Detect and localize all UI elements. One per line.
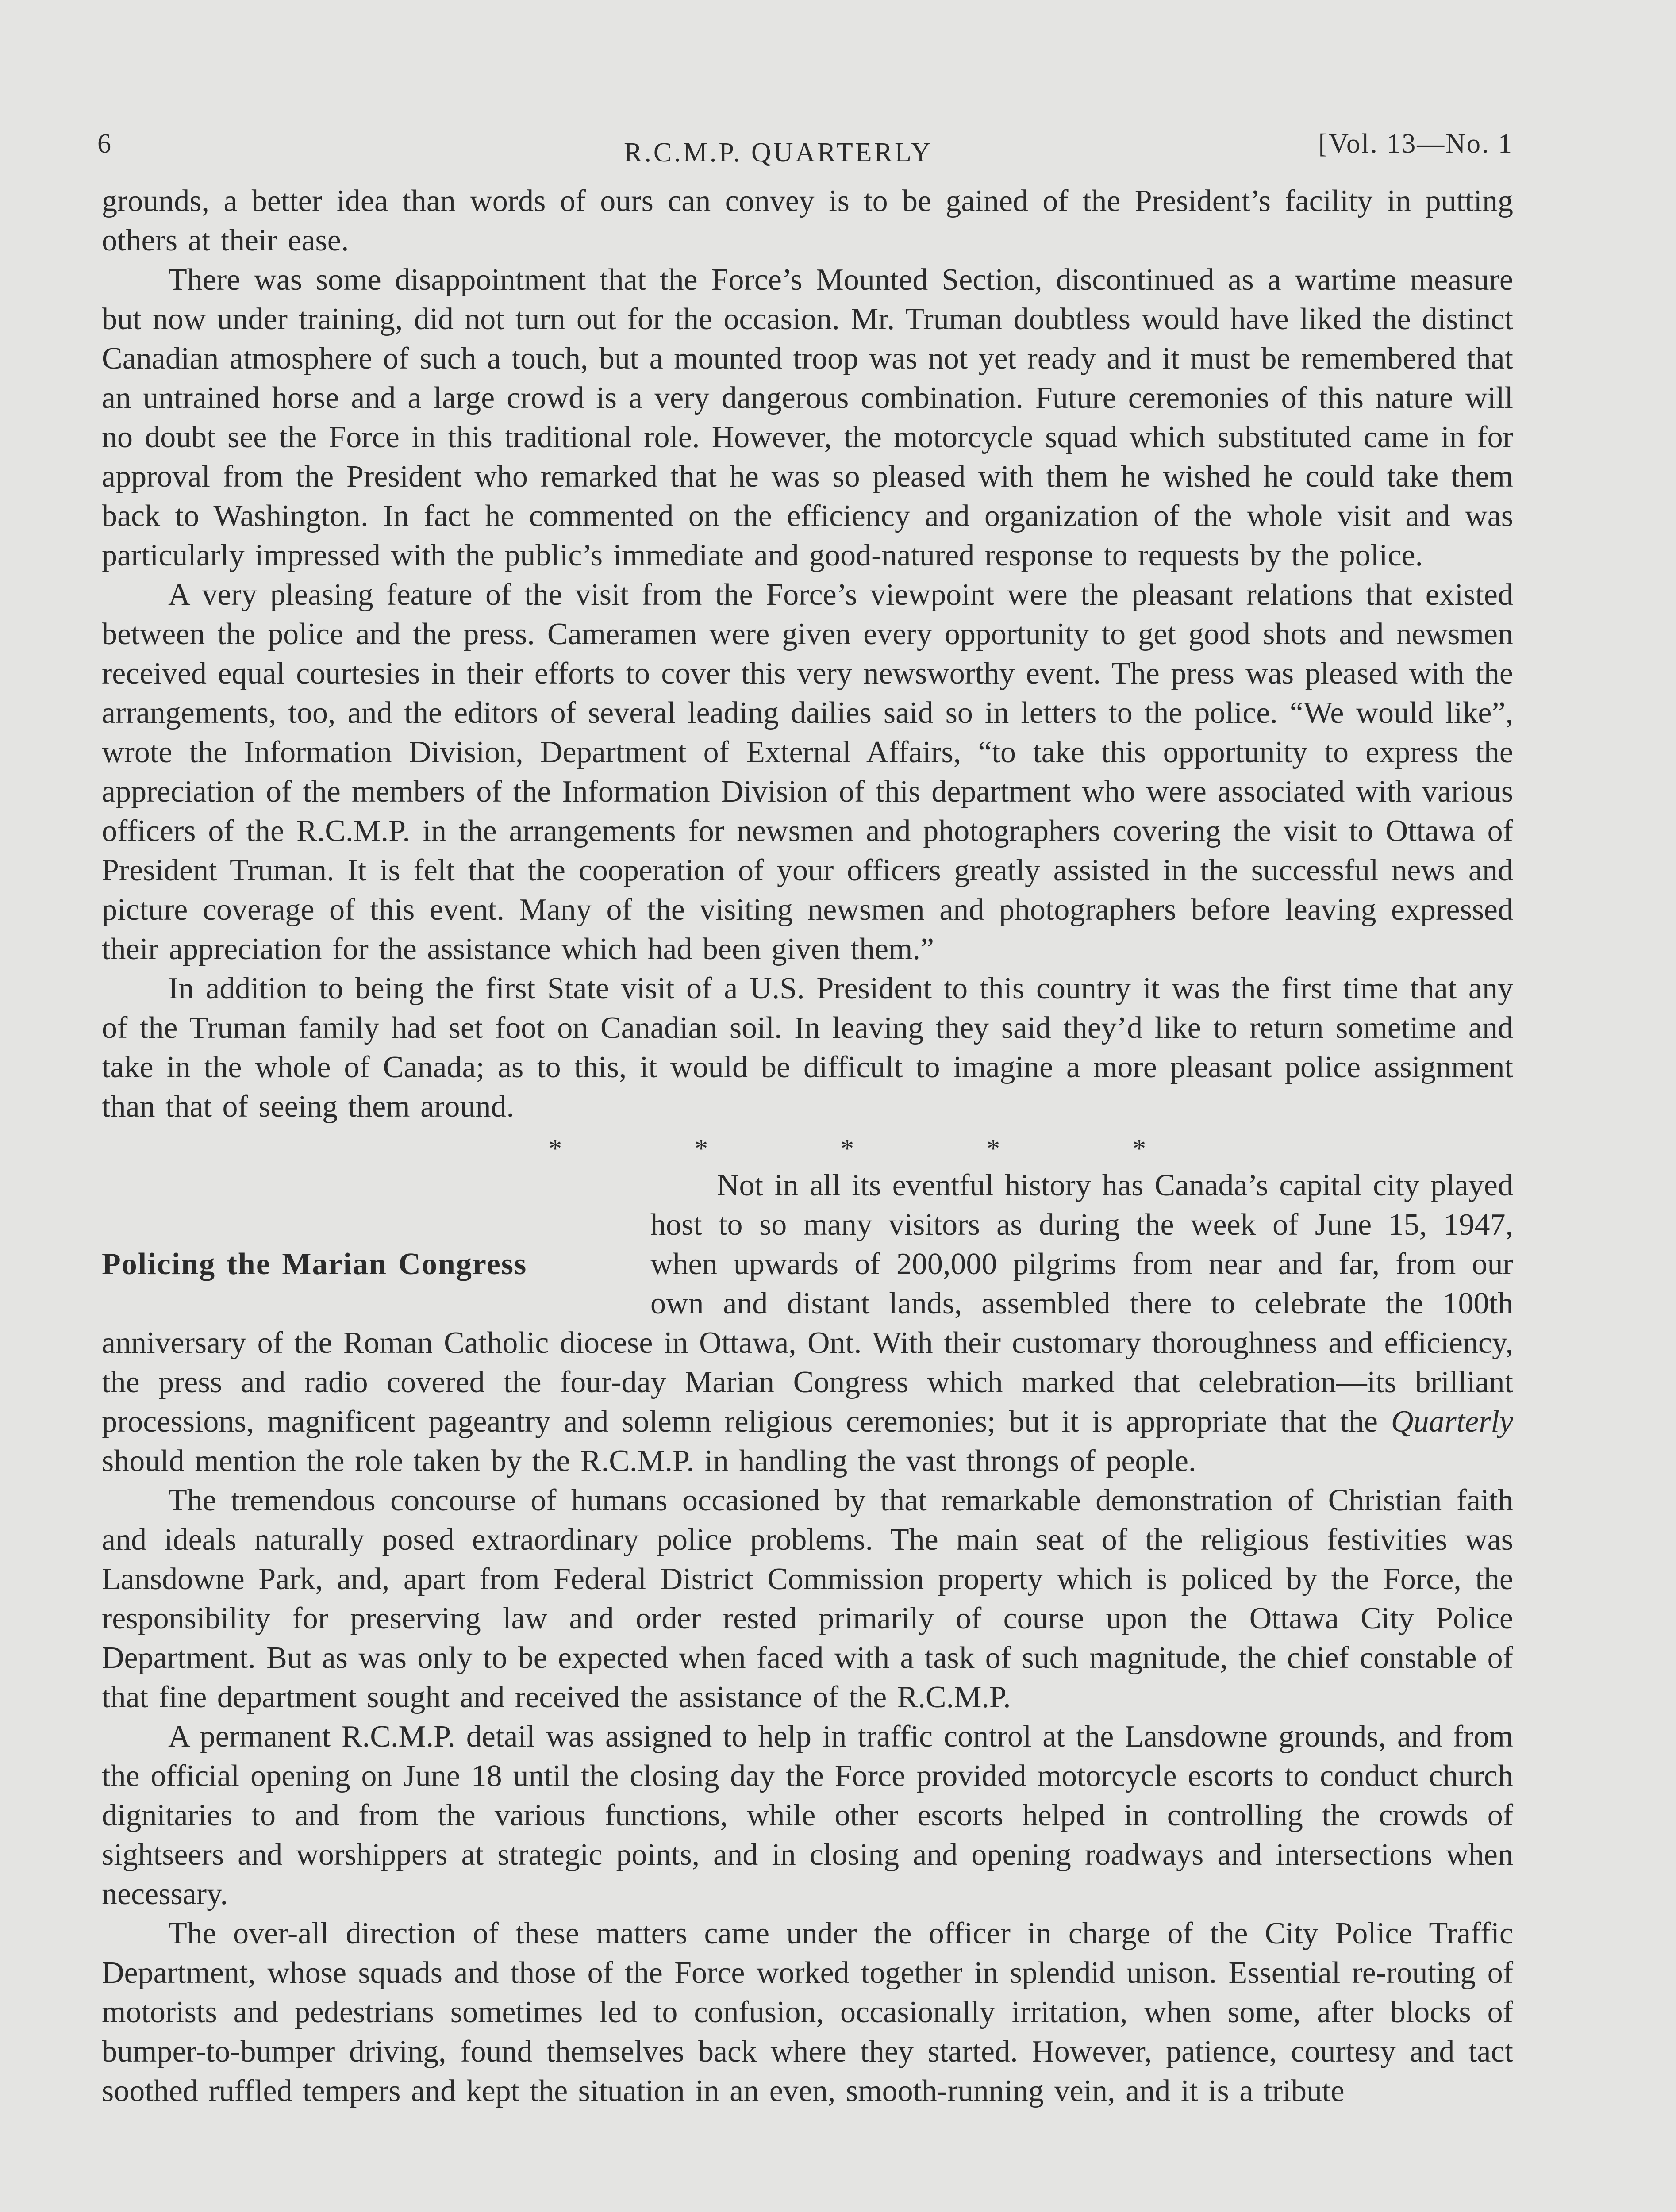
journal-title: R.C.M.P. QUARTERLY <box>624 138 933 168</box>
separator-star: * <box>1133 1134 1146 1163</box>
section-heading: Policing the Marian Congress <box>102 1247 527 1281</box>
separator-star: * <box>695 1134 708 1163</box>
section-heading-box <box>102 1205 650 1323</box>
document-page <box>97 128 1513 2111</box>
volume-number: [Vol. 13—No. 1 <box>1318 129 1513 159</box>
paragraph: A permanent R.C.M.P. detail was assigned to help in traffic control at the Lansdowne grounds, and from the official opening on June 18 until the closing day the Force provided motorcycle escorts to conduct church dignitaries to and from the various functions, while other escorts helped in controlling the crowds of sightseers and worshippers at strategic points, and in closing and opening roadways and intersections when necessary. <box>102 1720 1513 1911</box>
article-body <box>102 181 1513 2111</box>
paragraph: The tremendous concourse of humans occasioned by that remarkable demonstration of Christian faith and ideals naturally posed extraordinary police problems. The main seat of the religious festivities was Lansdowne Park, and, apart from Federal District Commission property which is policed by the Force, the responsibility for preserving law and order rested primarily of course upon the Ottawa City Police Department. But as was only to be expected when faced with a task of such magnitude, the chief constable of that fine department sought and received the assistance of the R.C.M.P. <box>102 1483 1513 1714</box>
running-header <box>97 128 1513 181</box>
paragraph: There was some disappointment that the Force’s Mounted Section, discontinued as a wartime measure but now under training, did not turn out for the occasion. Mr. Truman doubtless would have liked the distinct Canadian atmosphere of such a touch, but a mounted troop was not yet ready and it must be remembered that an untrained horse and a large crowd is a very dangerous combination. Future ceremonies of this nature will no doubt see the Force in this traditional role. However, the motorcycle squad which substituted came in for approval from the President who remarked that he was so pleased with them he wished he could take them back to Washington. In fact he commented on the efficiency and organization of the whole visit and was particularly impressed with the public’s immediate and good-natured response to requests by the police. <box>102 263 1513 572</box>
paragraph: grounds, a better idea than words of ours can convey is to be gained of the President’s facility in putting others at their ease. <box>102 184 1513 257</box>
paragraph: The over-all direction of these matters came under the officer in charge of the City Police Traffic Department, whose squads and those of the Force worked together in splendid unison. Essential re-routing of motorists and pedestrians sometimes led to confusion, occasionally irritation, when some, after blocks of bumper-to-bumper driving, found themselves back where they started. However, patience, courtesy and tact soothed ruffled tempers and kept the situation in an even, smooth-running vein, and it is a tribute <box>102 1916 1513 2108</box>
separator-star: * <box>841 1134 854 1163</box>
separator-star: * <box>987 1134 1000 1163</box>
page-number: 6 <box>97 129 112 159</box>
separator-star: * <box>549 1134 562 1163</box>
paragraph: Not in all its eventful history has Canada’s capital city played host to so many visitors as during the week of June 15, 1947, when upwards of 200,000 pilgrims from near and far, from our own and distant lands, assembled there to celebrate the 100th anniversary of the Roman Catholic diocese in Ottawa, Ont. With their customary thoroughness and efficiency, the press and radio covered the four-day Marian Congress which marked that celebration—its brilliant processions, magnificent pageantry and solemn religious ceremonies; but it is appropriate that the Quarterly should mention the role taken by the R.C.M.P. in handling the vast throngs of people. <box>102 1168 1513 1478</box>
publication-name: Quarterly <box>1391 1405 1513 1439</box>
paragraph: In addition to being the first State visit of a U.S. President to this country it was the first time that any of the Truman family had set foot on Canadian soil. In leaving they said they’d like to return sometime and take in the whole of Canada; as to this, it would be difficult to imagine a more pleasant police assignment than that of seeing them around. <box>102 972 1513 1124</box>
paragraph: A very pleasing feature of the visit from the Force’s viewpoint were the pleasant relations that existed between the police and the press. Cameramen were given every opportunity to get good shots and newsmen received equal courtesies in their efforts to cover this very newsworthy event. The press was pleased with the arrangements, too, and the editors of several leading dailies said so in letters to the police. “We would like”, wrote the Information Division, Department of External Affairs, “to take this opportunity to express the appreciation of the members of the Information Division of this department who were associated with various officers of the R.C.M.P. in the arrangements for newsmen and photographers covering the visit to Ottawa of President Truman. It is felt that the cooperation of your officers greatly assisted in the successful news and picture coverage of this event. Many of the visiting newsmen and photographers before leaving expressed their appreciation for the assistance which had been given them.” <box>102 578 1513 966</box>
section-separator <box>102 1126 1513 1166</box>
